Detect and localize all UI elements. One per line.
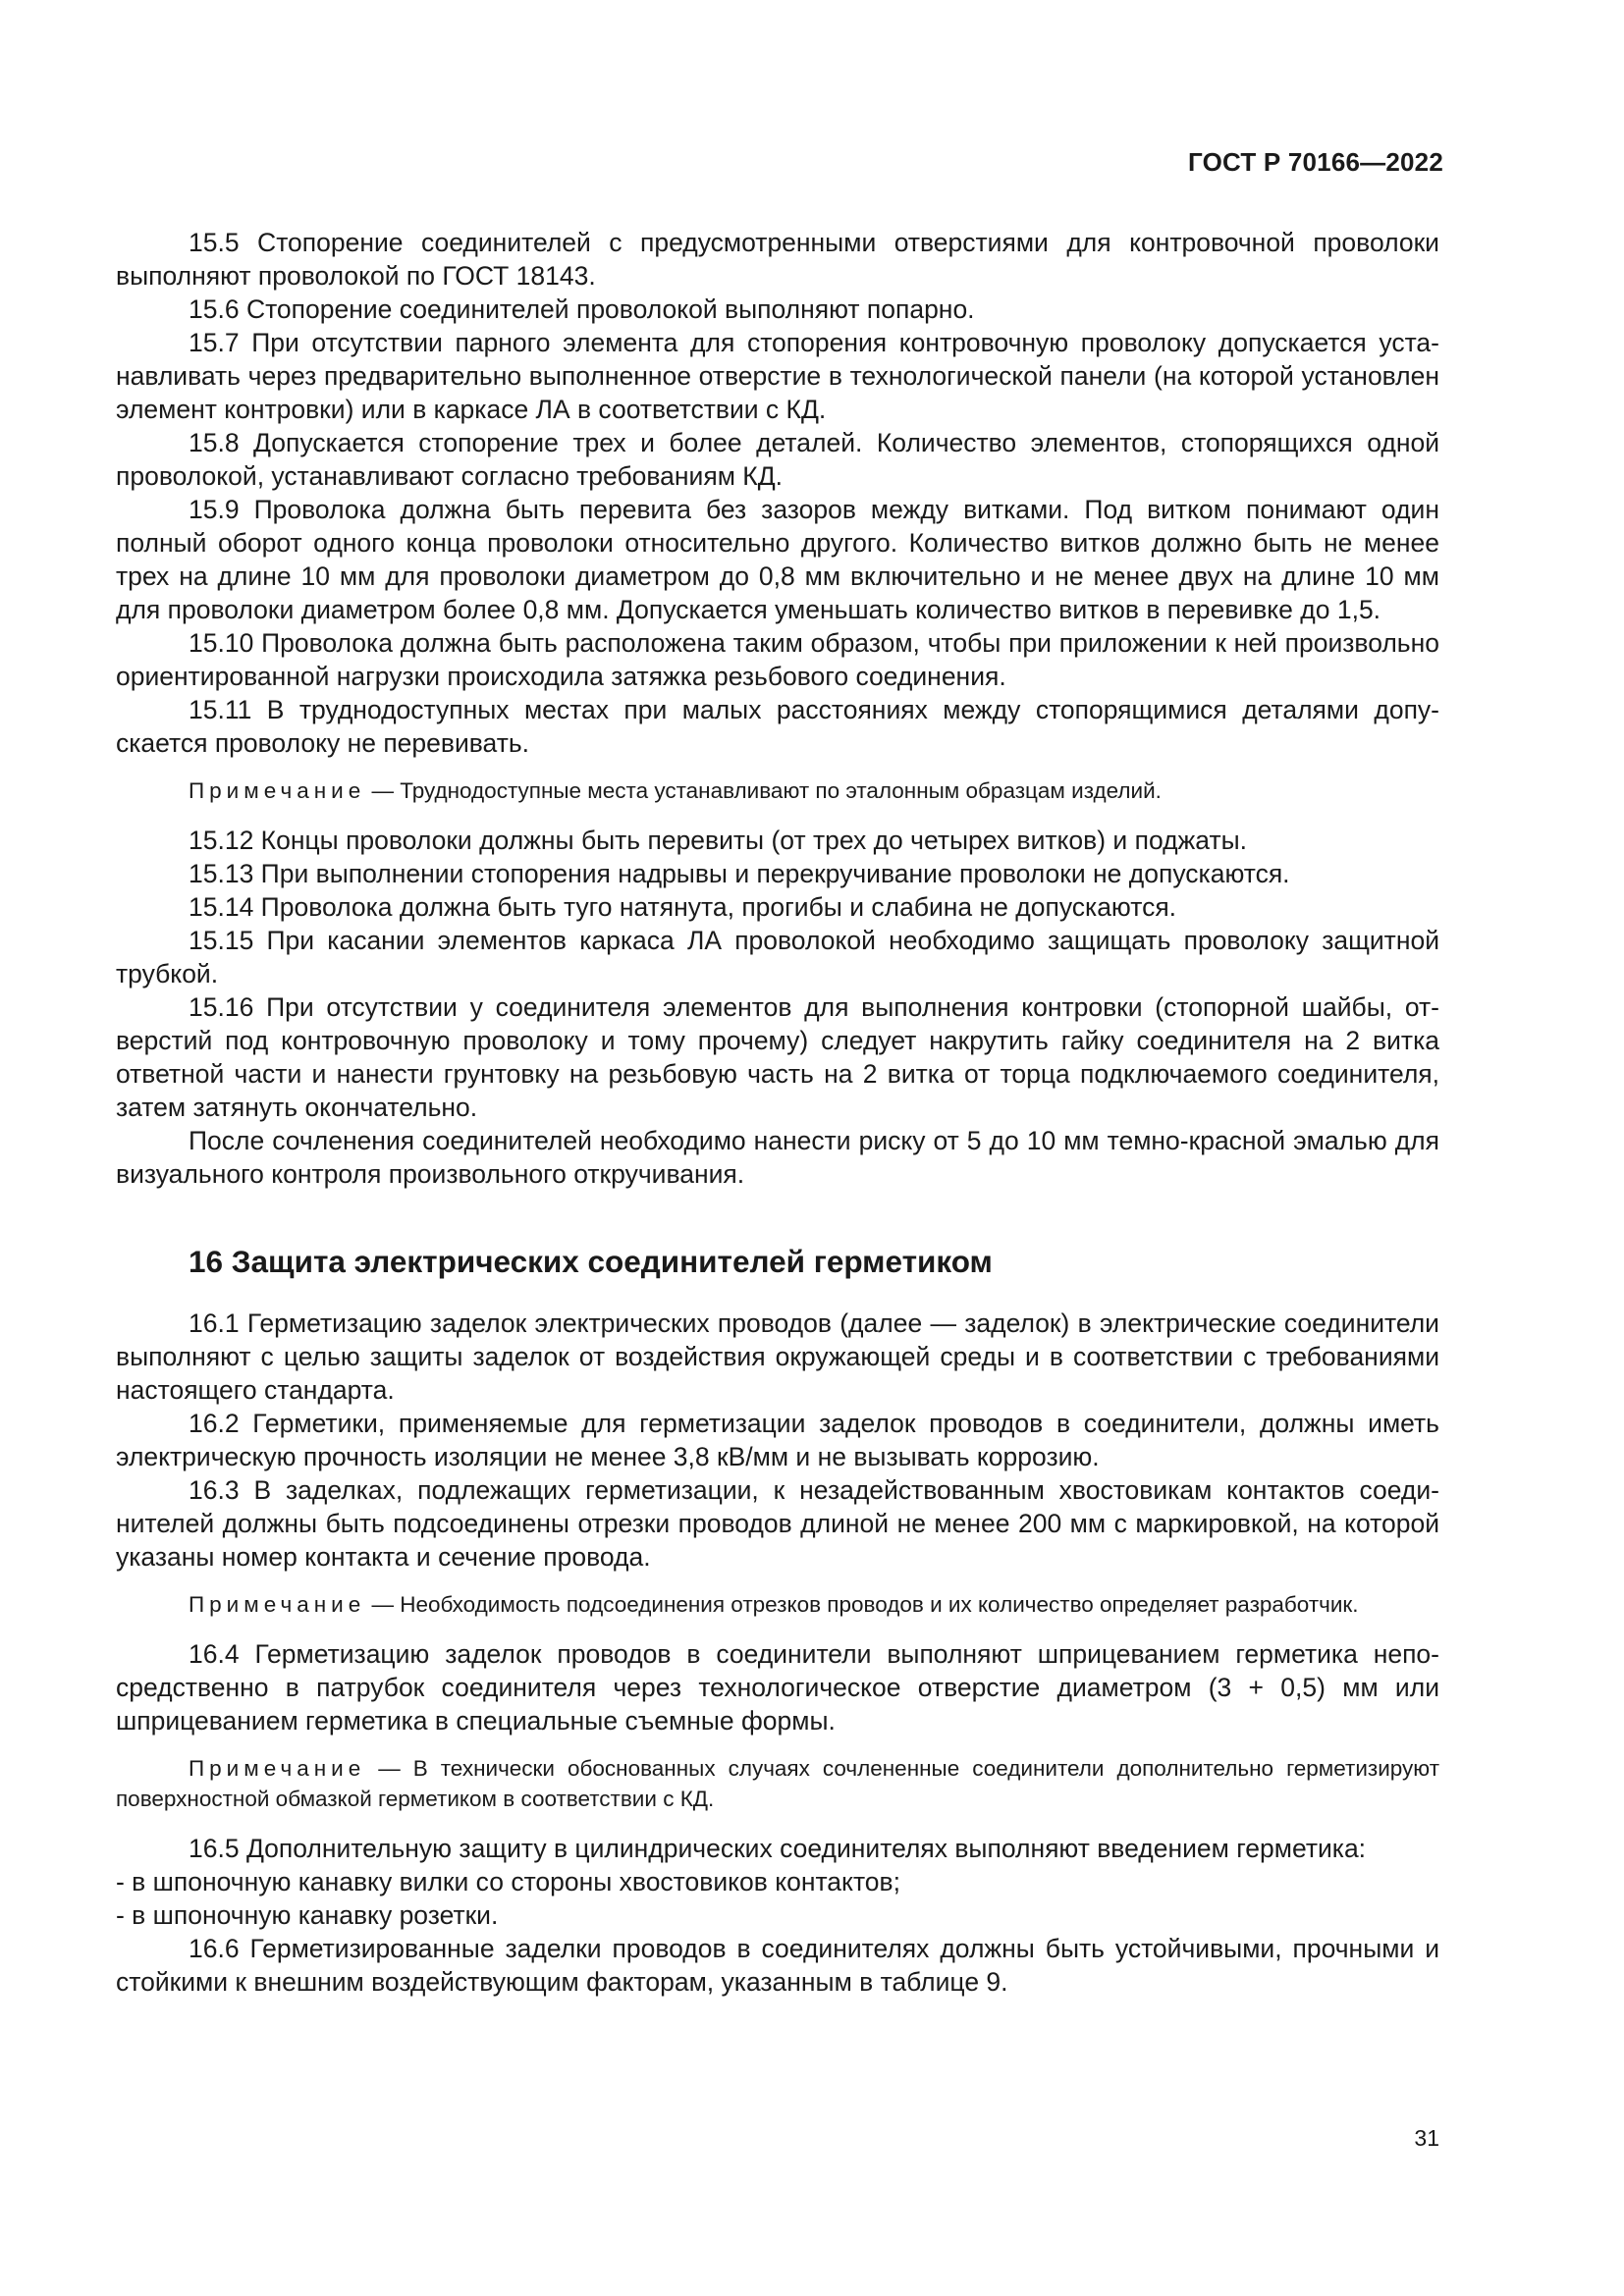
paragraph-16-3: 16.3 В заделках, подлежащих герметизации, к незадействованным хвостовикам контактов соединителей должны быть подсоединены отрезки проводов длиной не менее 200 мм с маркировкой, на которой указаны номер контакта и сечение провода.	[116, 1475, 1439, 1572]
paragraph-15-14: 15.14 Проволока должна быть туго натянута, прогибы и слабина не допускаются.	[189, 892, 1177, 922]
note-1	[116, 775, 1439, 806]
paragraph-16-2: 16.2 Герметики, применяемые для герметизации заделок проводов в соединители, должны иметь электрическую прочность изоляции не менее 3,8 кВ/мм и не вызывать коррозию.	[116, 1409, 1439, 1471]
note-text: — В технически обоснованных случаях сочлененные соединители дополнительно герметизируют поверхностной обмазкой герметиком в соответствии с КД.	[116, 1756, 1439, 1811]
paragraph-16-5: 16.5 Дополнительную защиту в цилиндрических соединителях выполняют введением герметика:	[189, 1834, 1367, 1863]
document-body	[116, 226, 1439, 1999]
note-label: Примечание	[189, 778, 366, 803]
note-3	[116, 1753, 1439, 1814]
note-text: — Необходимость подсоединения отрезков проводов и их количество определяет разработчик.	[365, 1592, 1359, 1617]
dash-item: - в шпоночную канавку вилки со стороны хвостовиков контактов;	[116, 1867, 900, 1896]
paragraph-15-9: 15.9 Проволока должна быть перевита без зазоров между витками. Под витком понимают один полный оборот одного конца проволоки относительно другого. Количество витков должно быть не менее трех на длине 10 мм для проволоки диаметром до 0,8 мм включительно и не менее двух на длине 10 мм для проволоки диаметром более 0,8 мм. Допускается уменьшать количество витков в перевивке до 1,5.	[116, 495, 1439, 624]
dash-item: - в шпоночную канавку розетки.	[116, 1900, 499, 1930]
paragraph-15-13: 15.13 При выполнении стопорения надрывы и перекручивание проволоки не допускаются.	[189, 859, 1290, 888]
paragraph-15-15: 15.15 При касании элементов каркаса ЛА проволокой необходимо защищать проволоку защитной трубкой.	[116, 926, 1439, 988]
paragraph-15-7: 15.7 При отсутствии парного элемента для стопорения контровочную проволоку допускается устанавливать через предварительно выполненное отверстие в технологической панели (на которой установлен элемент контровки) или в каркасе ЛА в соответствии с КД.	[116, 328, 1439, 424]
note-label: Примечание	[189, 1756, 366, 1781]
paragraph-16-6: 16.6 Герметизированные заделки проводов в соединителях должны быть устойчивыми, прочными и стойкими к внешним воздействующим факторам, указанным в таблице 9.	[116, 1934, 1439, 1997]
paragraph-15-8: 15.8 Допускается стопорение трех и более деталей. Количество элементов, стопорящихся одной проволокой, устанавливают согласно требованиям КД.	[116, 428, 1439, 491]
paragraph-15-10: 15.10 Проволока должна быть расположена таким образом, чтобы при приложении к ней произвольно ориентированной нагрузки происходила затяжка резьбового соединения.	[116, 628, 1439, 691]
document-header: ГОСТ Р 70166—2022	[1188, 147, 1443, 177]
paragraph-15-5: 15.5 Стопорение соединителей с предусмотренными отверстиями для контровочной проволоки выполняют проволокой по ГОСТ 18143.	[116, 228, 1439, 291]
paragraph-15-16: 15.16 При отсутствии у соединителя элементов для выполнения контровки (стопорной шайбы, отверстий под контровочную проволоку и тому прочему) следует накрутить гайку соединителя на 2 витка ответной части и нанести грунтовку на резьбовую часть на 2 витка от торца подключаемого соединителя, затем затянуть окончательно.	[116, 992, 1439, 1122]
section-16-heading: 16 Защита электрических соединителей герметиком	[189, 1244, 993, 1279]
paragraph-15-6: 15.6 Стопорение соединителей проволокой выполняют попарно.	[189, 294, 975, 324]
note-text: — Труднодоступные места устанавливают по эталонным образцам изделий.	[365, 778, 1162, 803]
note-label: Примечание	[189, 1592, 366, 1617]
paragraph-after-connection: После сочленения соединителей необходимо нанести риску от 5 до 10 мм темно-красной эмалью для визуального контроля произвольного откручивания.	[116, 1126, 1439, 1189]
paragraph-16-1: 16.1 Герметизацию заделок электрических проводов (далее — заделок) в электрические соединители выполняют с целью защиты заделок от воздействия окружающей среды и в соответствии с требованиями настоящего стандарта.	[116, 1308, 1439, 1405]
paragraph-16-4: 16.4 Герметизацию заделок проводов в соединители выполняют шприцеванием герметика непосредственно в патрубок соединителя через технологическое отверстие диаметром (3 + 0,5) мм или шприцеванием герметика в специальные съемные формы.	[116, 1639, 1439, 1735]
note-2	[116, 1589, 1439, 1620]
page-number: 31	[1414, 2125, 1439, 2151]
paragraph-15-12: 15.12 Концы проволоки должны быть перевиты (от трех до четырех витков) и поджаты.	[189, 826, 1247, 855]
paragraph-15-11: 15.11 В труднодоступных местах при малых расстояниях между стопорящимися деталями допускается проволоку не перевивать.	[116, 695, 1439, 758]
